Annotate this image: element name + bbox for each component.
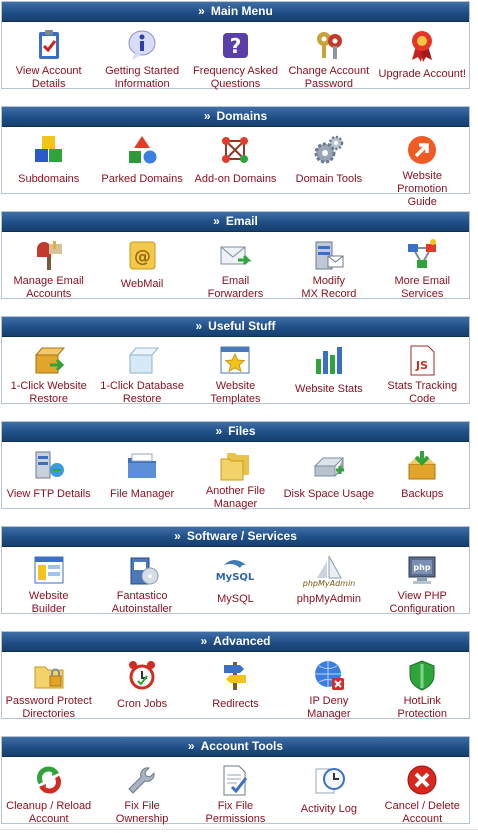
menu-item-activity-log[interactable] xyxy=(283,763,375,816)
section-useful-stuff xyxy=(1,316,470,404)
keys-icon xyxy=(312,28,346,62)
menu-item-webmail[interactable] xyxy=(96,238,188,291)
php-monitor-icon xyxy=(405,553,439,587)
double-chevron-icon: » xyxy=(213,214,220,228)
menu-item-label: Parked Domains xyxy=(101,173,183,185)
menu-item-subdomains[interactable] xyxy=(3,133,95,186)
menu-item-label: Upgrade Account! xyxy=(378,68,466,80)
question-icon xyxy=(218,28,252,62)
svg-text:?: ? xyxy=(230,34,242,58)
section-title: Advanced xyxy=(213,634,271,648)
menu-item-label: 1-Click Database Restore xyxy=(100,380,184,405)
sail-icon xyxy=(302,553,356,588)
menu-item-cleanup-reload-account[interactable] xyxy=(3,763,95,826)
section-title: Main Menu xyxy=(210,4,273,18)
menu-item-label: Activity Log xyxy=(300,803,357,815)
section-header xyxy=(2,422,469,442)
menu-item-label: Fix File Ownership xyxy=(115,800,169,825)
menu-item-1-click-website-restore[interactable] xyxy=(3,343,95,406)
menu-item-label: Website Templates xyxy=(210,380,261,405)
gears-icon xyxy=(312,133,346,167)
menu-item-phpmyadmin[interactable] xyxy=(283,553,375,606)
layout-window-icon xyxy=(32,553,66,587)
menu-item-label: View PHP Configuration xyxy=(389,590,455,615)
menu-item-label: Website Builder xyxy=(28,590,69,615)
menu-item-label: Manage Email Accounts xyxy=(13,275,84,300)
menu-item-stats-tracking-code[interactable] xyxy=(376,343,468,406)
menu-item-label: Fantastico Autoinstaller xyxy=(111,590,173,615)
section-items xyxy=(2,652,469,721)
menu-item-modify-mx-record[interactable] xyxy=(283,238,375,301)
menu-item-fix-file-ownership[interactable] xyxy=(96,763,188,826)
section-title: Account Tools xyxy=(200,739,284,753)
menu-item-hotlink-protection[interactable] xyxy=(376,658,468,721)
section-software-services xyxy=(1,526,470,614)
section-account-tools xyxy=(1,736,470,824)
mailbox-icon xyxy=(32,238,66,272)
signpost-icon xyxy=(218,658,252,692)
menu-item-change-account-password[interactable] xyxy=(283,28,375,91)
box-light-icon xyxy=(125,343,159,377)
section-main-menu xyxy=(1,1,470,89)
section-files xyxy=(1,421,470,509)
menu-item-label: Redirects xyxy=(212,698,259,710)
section-domains xyxy=(1,106,470,208)
section-items xyxy=(2,757,469,826)
section-items xyxy=(2,127,469,209)
box-arrow-icon xyxy=(32,343,66,377)
recycle-icon xyxy=(32,763,66,797)
menu-item-label: File Manager xyxy=(109,488,175,500)
arrow-circle-icon xyxy=(405,133,439,167)
menu-item-getting-started-information[interactable] xyxy=(96,28,188,91)
menu-item-label: Cron Jobs xyxy=(117,698,168,710)
menu-item-redirects[interactable] xyxy=(189,658,281,711)
double-chevron-icon: » xyxy=(200,634,208,648)
globe-deny-icon xyxy=(312,658,346,692)
menu-item-file-manager[interactable] xyxy=(96,448,188,501)
menu-item-label: More Email Services xyxy=(394,275,451,300)
menu-item-upgrade-account[interactable] xyxy=(376,28,468,81)
double-chevron-icon: » xyxy=(198,4,205,18)
js-file-icon xyxy=(405,343,439,377)
menu-item-disk-space-usage[interactable] xyxy=(283,448,375,501)
alarm-clock-icon xyxy=(125,658,159,692)
menu-item-parked-domains[interactable] xyxy=(96,133,188,186)
menu-item-label: HotLink Protection xyxy=(397,695,448,720)
menu-item-label: Website Stats xyxy=(295,383,363,395)
double-chevron-icon: » xyxy=(174,529,181,543)
menu-item-label: Website Promotion Guide xyxy=(397,170,448,208)
menu-item-label: Domain Tools xyxy=(295,173,363,185)
menu-item-label: Password Protect Directories xyxy=(5,695,92,720)
menu-item-another-file-manager[interactable] xyxy=(189,448,281,511)
ftp-servers-icon xyxy=(32,448,66,482)
folder-lock-icon xyxy=(32,658,66,692)
cd-box-icon xyxy=(125,553,159,587)
star-window-icon xyxy=(218,343,252,377)
menu-item-label: View Account Details xyxy=(15,65,82,90)
section-header xyxy=(2,317,469,337)
menu-item-frequency-asked-questions[interactable] xyxy=(189,28,281,91)
menu-item-label: Email Forwarders xyxy=(207,275,264,300)
menu-item-label: Another File Manager xyxy=(205,485,266,510)
server-mail-icon xyxy=(312,238,346,272)
folders-icon xyxy=(218,448,252,482)
section-header xyxy=(2,737,469,757)
double-chevron-icon: » xyxy=(195,319,203,333)
shield-icon xyxy=(405,658,439,692)
menu-item-label: Stats Tracking Code xyxy=(387,380,458,405)
section-advanced xyxy=(1,631,470,719)
menu-item-label: Backups xyxy=(401,488,444,500)
menu-item-label: Getting Started Information xyxy=(105,65,180,90)
menu-item-label: IP Deny Manager xyxy=(307,695,351,720)
section-header xyxy=(2,527,469,547)
wrench-icon xyxy=(125,763,159,797)
divider xyxy=(0,829,478,830)
section-title: Domains xyxy=(216,109,268,123)
cancel-x-icon xyxy=(405,763,439,797)
svg-text:@: @ xyxy=(134,247,152,267)
menu-item-label: phpMyAdmin xyxy=(296,593,361,605)
menu-item-1-click-database-restore[interactable] xyxy=(96,343,188,406)
menu-item-label: WebMail xyxy=(120,278,164,290)
section-header xyxy=(2,107,469,127)
section-header xyxy=(2,632,469,652)
menu-item-label: Add-on Domains xyxy=(194,173,277,185)
box-down-arrow-icon xyxy=(405,448,439,482)
network-molecule-icon xyxy=(218,133,252,167)
clipboard-check-icon xyxy=(32,28,66,62)
document-check-icon xyxy=(218,763,252,797)
menu-item-website-promotion-guide[interactable] xyxy=(376,133,468,209)
drive-plus-icon xyxy=(312,448,346,482)
section-items xyxy=(2,547,469,616)
menu-item-mysql[interactable] xyxy=(189,553,281,606)
menu-item-password-protect-directories[interactable] xyxy=(3,658,95,721)
menu-item-fix-file-permissions[interactable] xyxy=(189,763,281,826)
menu-item-label: Cancel / Delete Account xyxy=(384,800,460,825)
info-balloon-icon xyxy=(125,28,159,62)
svg-text:phpMyAdmin: phpMyAdmin xyxy=(302,579,356,588)
section-title: Useful Stuff xyxy=(208,319,276,333)
menu-item-cron-jobs[interactable] xyxy=(96,658,188,711)
menu-item-website-stats[interactable] xyxy=(283,343,375,396)
network-nodes-icon xyxy=(405,238,439,272)
menu-item-label: View FTP Details xyxy=(6,488,91,500)
section-header xyxy=(2,212,469,232)
section-header xyxy=(2,2,469,22)
menu-item-more-email-services[interactable] xyxy=(376,238,468,301)
clock-page-icon xyxy=(312,763,346,797)
cubes-icon xyxy=(32,133,66,167)
svg-text:JS: JS xyxy=(416,359,429,372)
envelope-forward-icon xyxy=(218,238,252,272)
section-items xyxy=(2,442,469,511)
section-email xyxy=(1,211,470,299)
double-chevron-icon: » xyxy=(203,109,211,123)
double-chevron-icon: » xyxy=(187,739,195,753)
menu-item-ip-deny-manager[interactable] xyxy=(283,658,375,721)
menu-item-backups[interactable] xyxy=(376,448,468,501)
menu-item-label: Fix File Permissions xyxy=(205,800,266,825)
section-items xyxy=(2,232,469,301)
menu-item-label: Frequency Asked Questions xyxy=(192,65,278,90)
bar-chart-icon xyxy=(312,343,346,377)
section-title: Email xyxy=(225,214,258,228)
double-chevron-icon: » xyxy=(215,424,223,438)
shapes-cycle-icon xyxy=(125,133,159,167)
menu-item-cancel-delete-account[interactable] xyxy=(376,763,468,826)
menu-item-manage-email-accounts[interactable] xyxy=(3,238,95,301)
menu-item-domain-tools[interactable] xyxy=(283,133,375,186)
mysql-dolphin-icon xyxy=(216,553,255,587)
at-sign-icon xyxy=(125,238,159,272)
menu-item-label: MySQL xyxy=(217,593,254,605)
menu-item-add-on-domains[interactable] xyxy=(189,133,281,186)
menu-item-website-templates[interactable] xyxy=(189,343,281,406)
menu-item-label: Modify MX Record xyxy=(301,275,357,300)
svg-text:MySQL: MySQL xyxy=(216,572,255,583)
section-items xyxy=(2,22,469,91)
section-title: Software / Services xyxy=(186,529,297,543)
menu-item-label: 1-Click Website Restore xyxy=(10,380,87,405)
section-items xyxy=(2,337,469,406)
menu-item-view-ftp-details[interactable] xyxy=(3,448,95,501)
menu-item-label: Cleanup / Reload Account xyxy=(6,800,92,825)
menu-item-email-forwarders[interactable] xyxy=(189,238,281,301)
award-ribbon-icon xyxy=(405,28,439,62)
menu-item-view-account-details[interactable] xyxy=(3,28,95,91)
menu-item-website-builder[interactable] xyxy=(3,553,95,616)
section-title: Files xyxy=(228,424,256,438)
menu-item-label: Subdomains xyxy=(18,173,80,185)
svg-text:php: php xyxy=(413,563,431,572)
menu-item-view-php-configuration[interactable] xyxy=(376,553,468,616)
menu-item-label: Change Account Password xyxy=(288,65,370,90)
folder-tray-icon xyxy=(125,448,159,482)
menu-item-fantastico-autoinstaller[interactable] xyxy=(96,553,188,616)
menu-item-label: Disk Space Usage xyxy=(283,488,375,500)
